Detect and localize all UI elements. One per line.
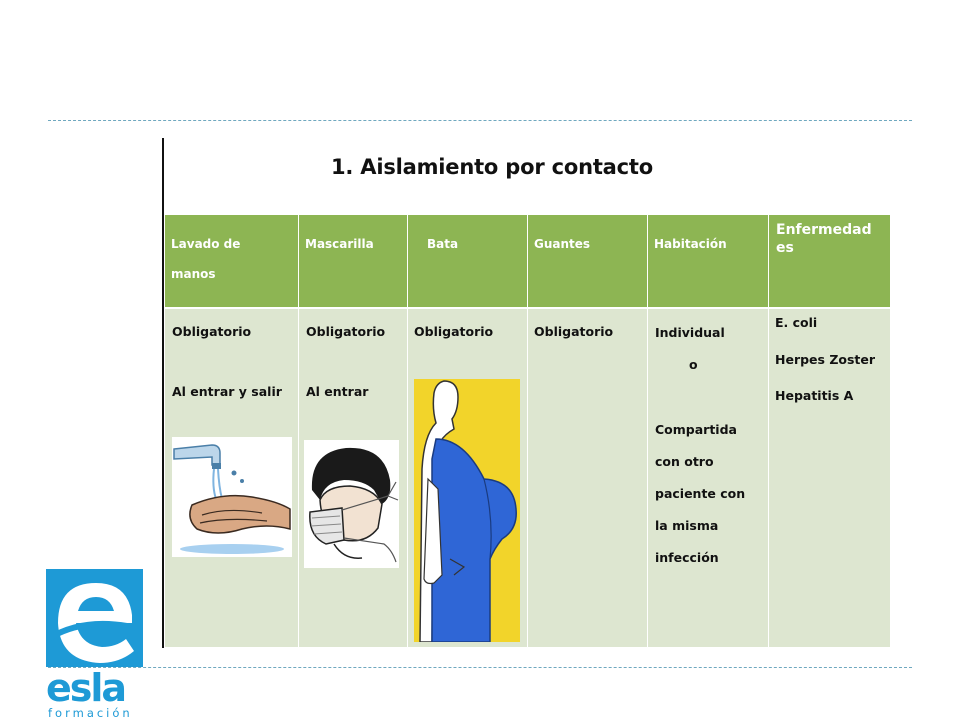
habitacion-line-2: Compartida: [655, 422, 737, 437]
isolation-table: [165, 215, 890, 648]
cell-mascarilla-text1: Obligatorio: [306, 324, 386, 339]
header-mascarilla: [299, 215, 408, 308]
habitacion-line-4: paciente con: [655, 486, 746, 501]
cell-enfermedades: [769, 309, 890, 648]
esla-logo: [46, 569, 143, 719]
cell-guantes-text1: Obligatorio: [534, 324, 614, 339]
header-habitacion: [648, 215, 769, 308]
gown-icon: [414, 379, 520, 642]
habitacion-line-3: con otro: [655, 454, 714, 469]
header-enfermedades-line2: es: [776, 240, 794, 256]
left-rule: [162, 138, 164, 648]
habitacion-line-1: o: [689, 357, 698, 372]
bottom-divider: [48, 667, 912, 668]
cell-lavado: [165, 309, 299, 648]
header-lavado-line1: Lavado de: [171, 237, 241, 251]
header-enfermedades-line1: Enfermedad: [776, 222, 872, 238]
enfermedad-item-2: Hepatitis A: [775, 388, 854, 403]
logo-sub-text: formación: [48, 706, 133, 719]
header-mascarilla-label: Mascarilla: [305, 237, 374, 251]
cell-mascarilla-text2: Al entrar: [306, 384, 369, 399]
mask-person-icon: [304, 440, 399, 568]
enfermedad-item-1: Herpes Zoster: [775, 352, 876, 367]
cell-bata: [408, 309, 528, 648]
esla-logo-graphic: [46, 569, 143, 719]
logo-brand-text: esla: [46, 666, 126, 710]
page-title: 1. Aislamiento por contacto: [331, 155, 653, 179]
header-guantes: [528, 215, 648, 308]
cell-lavado-text2: Al entrar y salir: [172, 384, 282, 399]
cell-mascarilla: [299, 309, 408, 648]
header-lavado-line2: manos: [171, 267, 216, 281]
handwashing-icon: [172, 437, 292, 557]
habitacion-line-6: infección: [655, 550, 719, 565]
habitacion-line-0: Individual: [655, 325, 725, 340]
habitacion-line-5: la misma: [655, 518, 719, 533]
header-enfermedades: [769, 215, 890, 308]
cell-habitacion: [648, 309, 769, 648]
header-bata-label: Bata: [427, 237, 459, 251]
cell-guantes: [528, 309, 648, 648]
header-lavado: [165, 215, 299, 308]
cell-bata-text1: Obligatorio: [414, 324, 494, 339]
enfermedad-item-0: E. coli: [775, 315, 818, 330]
top-divider: [48, 120, 912, 121]
cell-lavado-text1: Obligatorio: [172, 324, 252, 339]
header-guantes-label: Guantes: [534, 237, 591, 251]
header-habitacion-label: Habitación: [654, 237, 727, 251]
header-bata: [408, 215, 528, 308]
